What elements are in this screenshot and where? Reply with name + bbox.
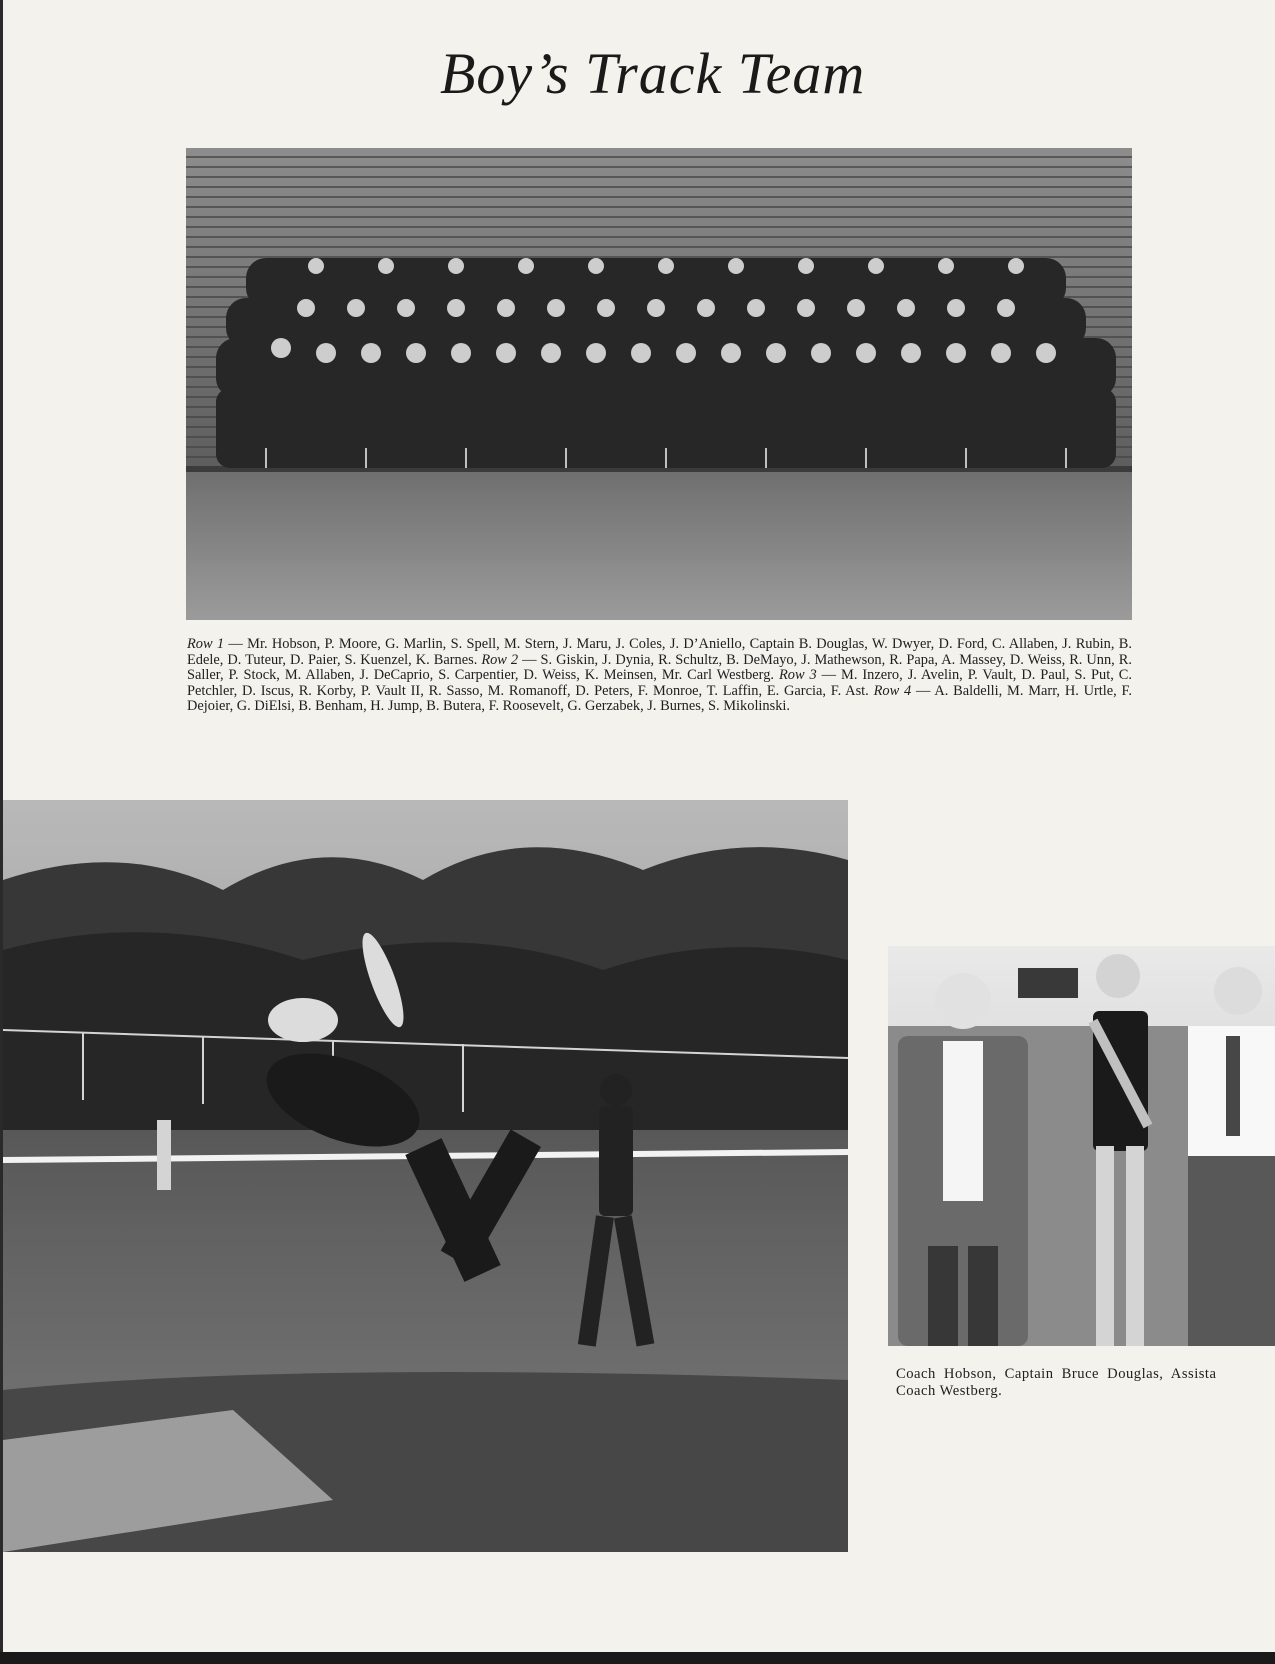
row1-label: Row 1 <box>187 636 225 652</box>
row4-label: Row 4 <box>873 682 912 699</box>
team-roster-caption <box>187 637 1132 715</box>
coaches-caption-line2: Coach Westberg. <box>896 1383 1003 1399</box>
coaches-caption <box>896 1366 1275 1400</box>
team-photo <box>186 148 1132 620</box>
coaches-photo <box>888 946 1275 1346</box>
page-title: Boy’s Track Team <box>440 41 866 106</box>
row3-names: — M. Inzero, J. Avelin, P. Vault, D. Paul, S. Put, C. Petchler, D. Iscus, R. Korby, P. Vault II, R. Sasso, M. Romanoff, D. Peters, F. Monroe, T. Laffin, E. Garcia, F. Ast. <box>187 667 1132 699</box>
high-jump-photo <box>3 800 848 1552</box>
row4-names: — A. Baldelli, M. Marr, H. Urtle, F. Dejoier, G. DiElsi, B. Benham, H. Jump, B. Butera, F. Roosevelt, G. Gerzabek, J. Burnes, S. Mikolinski. <box>187 682 1132 715</box>
row3-label: Row 3 <box>778 667 817 684</box>
page-bottom-edge <box>0 1652 1275 1664</box>
coaches-caption-line1: Coach Hobson, Captain Bruce Douglas, Assista <box>896 1366 1217 1382</box>
row2-names: — S. Giskin, J. Dynia, R. Schultz, B. DeMayo, J. Mathewson, R. Papa, A. Massey, D. Weiss, R. Unn, R. Saller, P. Stock, M. Allaben, J. DeCaprio, S. Carpentier, D. Weiss, K. Meinsen, Mr. Carl Westberg. <box>187 651 1132 684</box>
row1-names: — Mr. Hobson, P. Moore, G. Marlin, S. Spell, M. Stern, J. Maru, J. Coles, J. D’Aniello, Captain B. Douglas, W. Dwyer, D. Ford, C. Allaben, J. Rubin, B. Edele, D. Tuteur, D. Paier, S. Kuenzel, K. Barnes. <box>187 636 1132 668</box>
row2-label: Row 2 <box>481 651 519 668</box>
